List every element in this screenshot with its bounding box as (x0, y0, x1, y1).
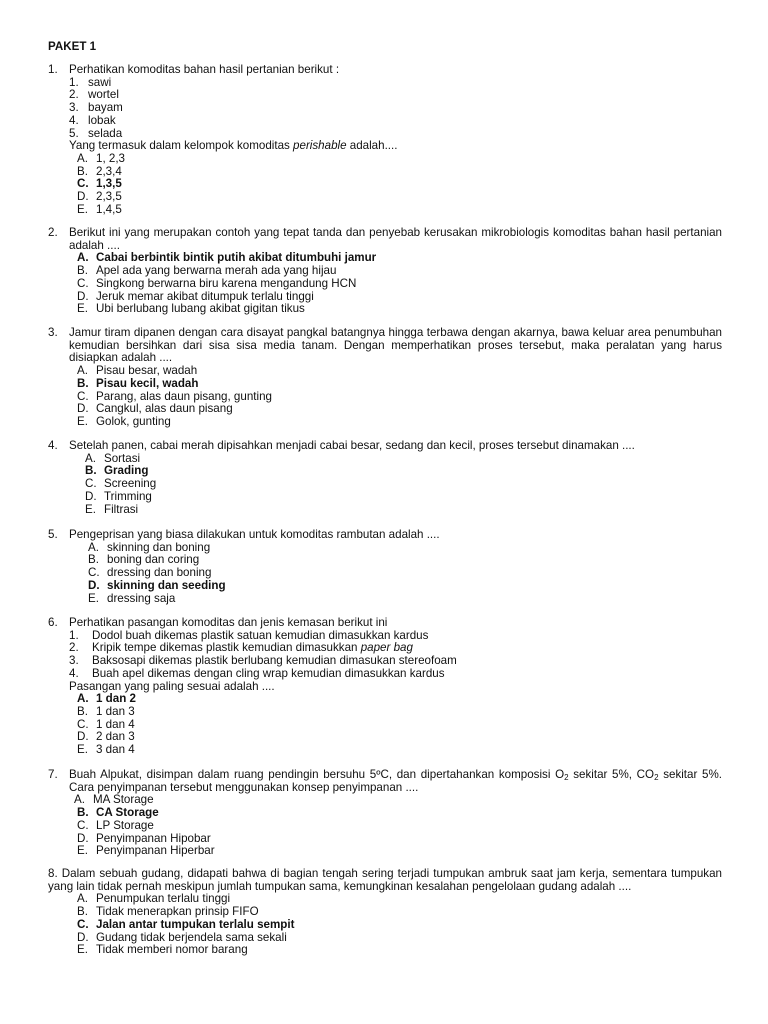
option-c[interactable]: C. Singkong berwarna biru karena mengandung HCN (77, 276, 357, 290)
question-8 (48, 868, 722, 957)
item-list (48, 630, 722, 681)
list-item: 2. wortel (69, 88, 119, 102)
option-b-answer[interactable]: B. Grading (85, 464, 149, 478)
option-b[interactable]: B. 2,3,4 (77, 164, 122, 178)
option-list (48, 893, 722, 957)
option-a[interactable]: A. Sortasi (85, 451, 141, 465)
option-list (48, 153, 722, 217)
option-c[interactable]: C. LP Storage (77, 818, 154, 832)
question-prompt: Yang termasuk dalam kelompok komoditas perishable adalah.... (69, 139, 398, 153)
question-stem (48, 440, 722, 453)
option-list (48, 252, 722, 316)
option-a[interactable]: A. MA Storage (74, 793, 154, 807)
option-b-answer[interactable]: B. Pisau kecil, wadah (77, 376, 199, 390)
list-item: 3. Baksosapi dikemas plastik berlubang kemudian dimasukan stereofoam (69, 654, 457, 668)
option-list (48, 542, 722, 606)
option-c[interactable]: C. Screening (85, 477, 157, 491)
option-a[interactable]: A. skinning dan boning (88, 540, 211, 554)
option-c[interactable]: C. 1 dan 4 (77, 717, 135, 731)
question-4 (48, 440, 722, 516)
question-stem (48, 769, 722, 794)
question-stem (48, 617, 722, 630)
question-number: 4. (48, 439, 58, 452)
list-item: 3. bayam (69, 101, 123, 115)
option-e[interactable]: E. Tidak memberi nomor barang (77, 943, 248, 957)
option-e[interactable]: E. 1,4,5 (77, 202, 122, 216)
option-c[interactable]: C. dressing dan boning (88, 566, 212, 580)
question-number: 2. (48, 226, 58, 239)
option-e[interactable]: E. Ubi berlubang lubang akibat gigitan tikus (77, 302, 305, 316)
question-6 (48, 617, 722, 757)
option-e[interactable]: E. dressing saja (88, 591, 176, 605)
option-c-answer[interactable]: C. 1,3,5 (77, 177, 122, 191)
option-a[interactable]: A. Pisau besar, wadah (77, 364, 198, 378)
option-d[interactable]: D. Gudang tidak berjendela sama sekali (77, 930, 287, 944)
list-item: 4. lobak (69, 113, 116, 127)
question-number: 5. (48, 528, 58, 541)
option-e[interactable]: E. Penyimpanan Hiperbar (77, 844, 215, 858)
question-number: 7. (48, 768, 58, 781)
option-d[interactable]: D. Trimming (85, 489, 152, 503)
question-text: Pengeprisan yang biasa dilakukan untuk komoditas rambutan adalah .... (69, 528, 440, 541)
option-c-answer[interactable]: C. Jalan antar tumpukan terlalu sempit (77, 917, 295, 931)
question-number: 3. (48, 326, 58, 339)
option-b[interactable]: B. Tidak menerapkan prinsip FIFO (77, 905, 259, 919)
question-3 (48, 327, 722, 429)
list-item: 4. Buah apel dikemas dengan cling wrap kemudian dimasukkan kardus (69, 666, 445, 680)
option-e[interactable]: E. Filtrasi (85, 502, 139, 516)
option-a-answer[interactable]: A. Cabai berbintik bintik putih akibat ditumbuhi jamur (77, 251, 377, 265)
option-a[interactable]: A. 1, 2,3 (77, 151, 126, 165)
question-stem (48, 529, 722, 542)
question-2 (48, 227, 722, 316)
list-item: 5. selada (69, 126, 123, 140)
question-number: 6. (48, 616, 58, 629)
option-d[interactable]: D. Penyimpanan Hipobar (77, 831, 211, 845)
question-prompt: Pasangan yang paling sesuai adalah .... (69, 679, 275, 693)
option-b-answer[interactable]: B. CA Storage (77, 806, 159, 820)
option-d[interactable]: D. 2 dan 3 (77, 730, 135, 744)
option-list (48, 365, 722, 429)
option-d[interactable]: D. 2,3,5 (77, 190, 122, 204)
question-text: Perhatikan komoditas bahan hasil pertanian berikut : (69, 63, 340, 76)
page-heading: PAKET 1 (48, 40, 97, 53)
option-d-answer[interactable]: D. skinning dan seeding (88, 578, 226, 592)
question-5 (48, 529, 722, 605)
option-a-answer[interactable]: A. 1 dan 2 (77, 692, 136, 706)
question-number: 1. (48, 63, 58, 76)
list-item: 2. Kripik tempe dikemas plastik kemudian dimasukkan paper bag (69, 641, 413, 655)
list-item: 1. Dodol buah dikemas plastik satuan kemudian dimasukkan kardus (69, 628, 429, 642)
option-a[interactable]: A. Penumpukan terlalu tinggi (77, 892, 231, 906)
question-text: Buah Alpukat, disimpan dalam ruang pendingin bersuhu 5ºC, dan dipertahankan komposisi $O_2$ sekitar 5%, $CO_2$ sekitar 5%. Cara penyimpanan tersebut menggunakan konsep penyimpanan .... (69, 768, 722, 794)
option-list (48, 453, 722, 517)
question-text: Berikut ini yang merupakan contoh yang tepat tanda dan penyebab kerusakan mikrobiologis komoditas bahan hasil pertanian adalah .... (69, 226, 722, 252)
question-stem (48, 227, 722, 252)
question-1 (48, 64, 722, 216)
option-list (48, 693, 722, 757)
option-d[interactable]: D. Jeruk memar akibat ditumpuk terlalu tinggi (77, 289, 314, 303)
item-list (48, 77, 722, 141)
question-stem (48, 64, 722, 77)
option-b[interactable]: B. Apel ada yang berwarna merah ada yang hijau (77, 264, 337, 278)
option-list (48, 794, 722, 858)
option-e[interactable]: E. 3 dan 4 (77, 743, 135, 757)
option-c[interactable]: C. Parang, alas daun pisang, gunting (77, 389, 272, 403)
list-item: 1. sawi (69, 75, 112, 89)
question-text: Perhatikan pasangan komoditas dan jenis kemasan berikut ini (69, 616, 388, 629)
option-e[interactable]: E. Golok, gunting (77, 414, 171, 428)
question-stem (48, 327, 722, 365)
question-text: Setelah panen, cabai merah dipisahkan menjadi cabai besar, sedang dan kecil, proses tersebut dinamakan .... (69, 439, 635, 452)
question-stem: 8. Dalam sebuah gudang, didapati bahwa di bagian tengah sering terjadi tumpukan ambruk saat jam kerja, sementara tumpukan yang lain tidak pernah meskipun jumlah tumpukan sama, kemungkinan kesalahan pengelolaan gudang adalah .... (48, 867, 722, 893)
question-text: Jamur tiram dipanen dengan cara disayat pangkal batangnya hingga terbawa dengan akarnya, bawa keluar area penumbuhan kemudian bersihkan dari sisa sisa media tanam. Dengan memperhatikan proses tersebut, maka peralatan yang harus disiapkan adalah .... (69, 326, 722, 365)
option-b[interactable]: B. boning dan coring (88, 553, 200, 567)
option-b[interactable]: B. 1 dan 3 (77, 704, 135, 718)
option-d[interactable]: D. Cangkul, alas daun pisang (77, 402, 233, 416)
question-7 (48, 769, 722, 858)
